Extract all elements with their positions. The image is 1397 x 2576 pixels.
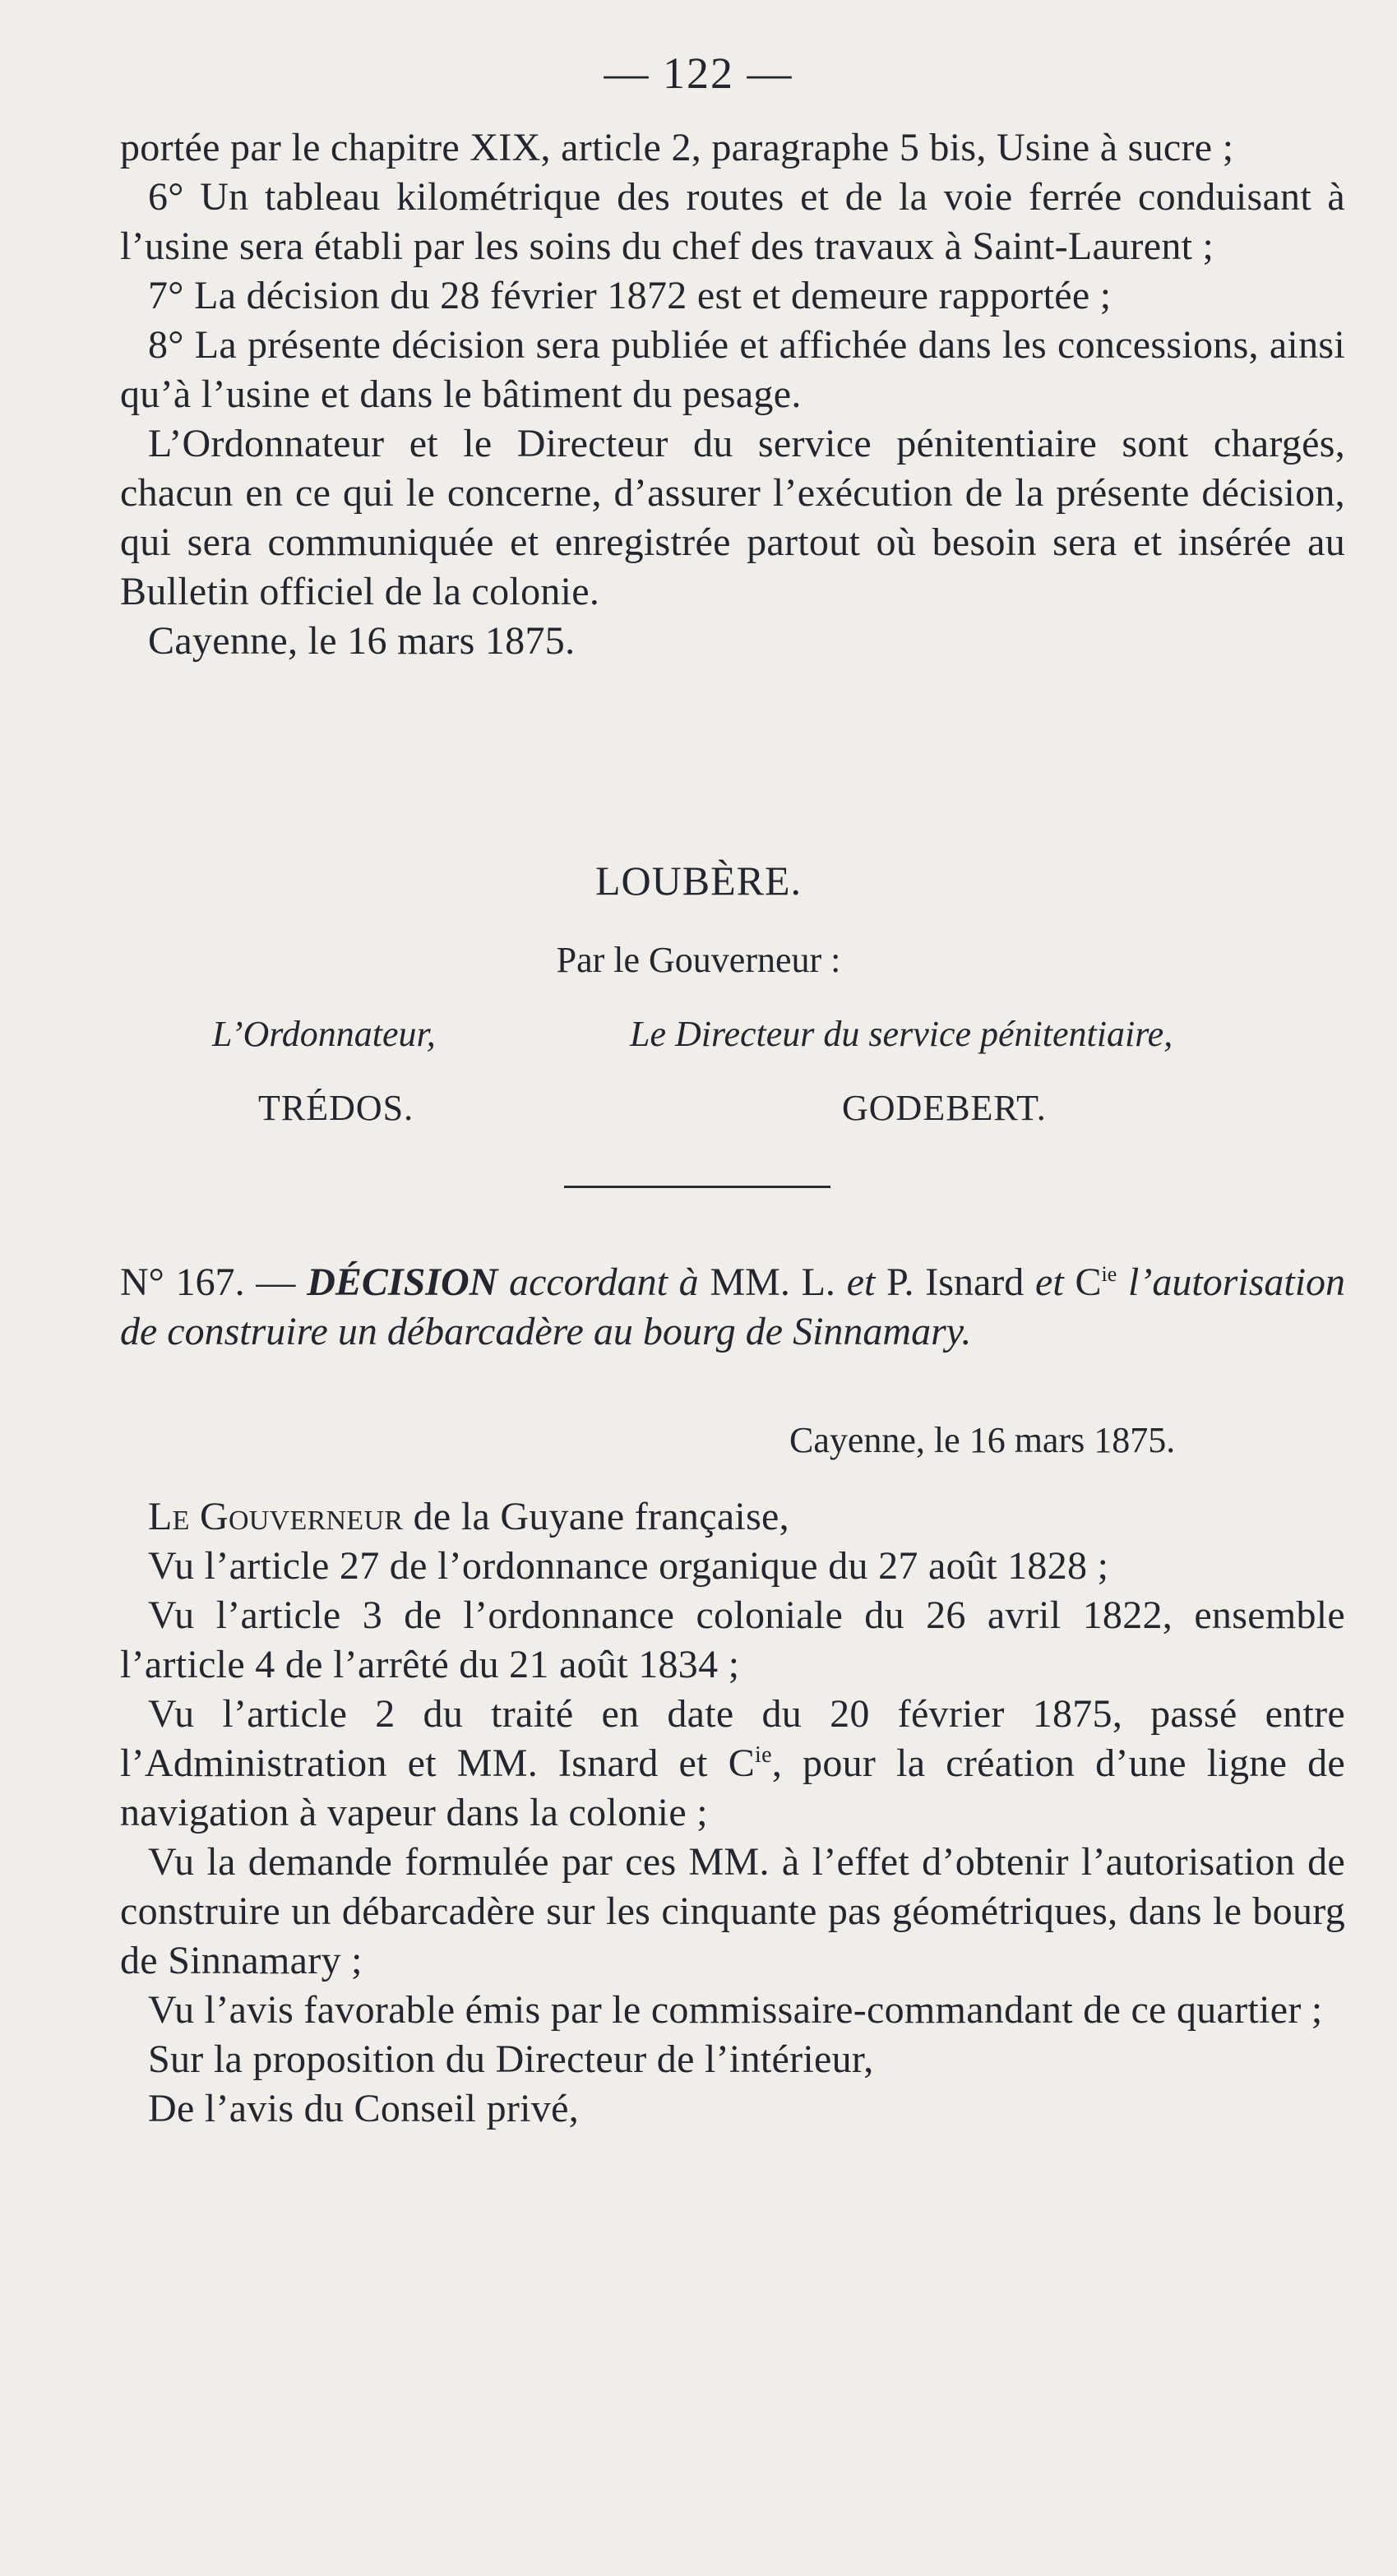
page-number: — 122 — (604, 49, 793, 98)
paragraph-date: Cayenne, le 16 mars 1875. (148, 619, 576, 663)
decision-number: N° 167. — (120, 1260, 296, 1304)
paragraph-vu-3: Vu l’article 2 du traité en date du 20 février 1875, passé entre l’Administration et MM. Isnard et $C^{ie}$, pour la création d’une ligne de navigation à vapeur dans la colonie ; (120, 1692, 1346, 1834)
heading-text-2: l’autorisation de construire un débarcadère au bourg de Sinnamary. (120, 1260, 1346, 1353)
ordonnateur-title: L’Ordonnateur, (212, 1014, 436, 1054)
par-le-gouverneur: Par le Gouverneur : (556, 940, 841, 980)
heading-cie: $C^{ie}$ (1075, 1260, 1117, 1304)
paragraph-item-8: 8° La présente décision sera publiée et affichée dans les concessions, ainsi qu’à l’usine et dans le bâtiment du pesage. (120, 323, 1345, 416)
paragraph-vu-5: Vu l’avis favorable émis par le commissaire-commandant de ce quartier ; (148, 1988, 1323, 2032)
paragraph-vu-4: Vu la demande formulée par ces MM. à l’effet d’obtenir l’autorisation de construire un débarcadère sur les cinquante pas géométriques, dans le bourg de Sinnamary ; (120, 1840, 1345, 1982)
heading-et-2: et (1035, 1260, 1064, 1304)
ordonnateur-name: TRÉDOS. (258, 1088, 414, 1128)
paragraph-de: De l’avis du Conseil privé, (148, 2087, 580, 2130)
directeur-name: GODEBERT. (842, 1088, 1047, 1128)
continued-decision-text (120, 123, 1345, 666)
paragraph-execution: L’Ordonnateur et le Directeur du service pénitentiaire sont chargés, chacun en ce qui le concerne, d’assurer l’exécution de la présente décision, qui sera communiquée et enregistrée partout où besoin sera et insérée au Bulletin officiel de la colonie. (120, 422, 1345, 613)
decision-heading (120, 1258, 1345, 1357)
paragraph-continued: portée par le chapitre XIX, article 2, paragraphe 5 bis, Usine à sucre ; (120, 126, 1234, 169)
heading-text-1: accordant à (509, 1260, 699, 1304)
heading-mm: MM. L. (710, 1260, 835, 1304)
decision-kind: DÉCISION (307, 1260, 498, 1304)
paragraph-governor: Le Gouverneur de la Guyane française, (148, 1495, 789, 1538)
decision-dateline: Cayenne, le 16 mars 1875. (789, 1420, 1176, 1460)
paragraph-vu-1: Vu l’article 27 de l’ordonnance organique du 27 août 1828 ; (148, 1544, 1109, 1588)
heading-et-1: et (846, 1260, 876, 1304)
new-decision-text (120, 1492, 1345, 2134)
paragraph-item-7: 7° La décision du 28 février 1872 est et demeure rapportée ; (148, 274, 1112, 317)
section-divider (564, 1186, 830, 1188)
paragraph-vu-2: Vu l’article 3 de l’ordonnance coloniale du 26 avril 1822, ensemble l’article 4 de l’arrêté du 21 août 1834 ; (120, 1593, 1345, 1686)
governor-signature: LOUBÈRE. (594, 858, 803, 904)
directeur-title: Le Directeur du service pénitentiaire, (630, 1014, 1173, 1054)
heading-p-isnard: P. Isnard (886, 1260, 1025, 1304)
paragraph-item-6: 6° Un tableau kilométrique des routes et de la voie ferrée conduisant à l’usine sera établi par les soins du chef des travaux à Saint-Laurent ; (120, 175, 1345, 268)
paragraph-sur: Sur la proposition du Directeur de l’intérieur, (148, 2037, 874, 2081)
